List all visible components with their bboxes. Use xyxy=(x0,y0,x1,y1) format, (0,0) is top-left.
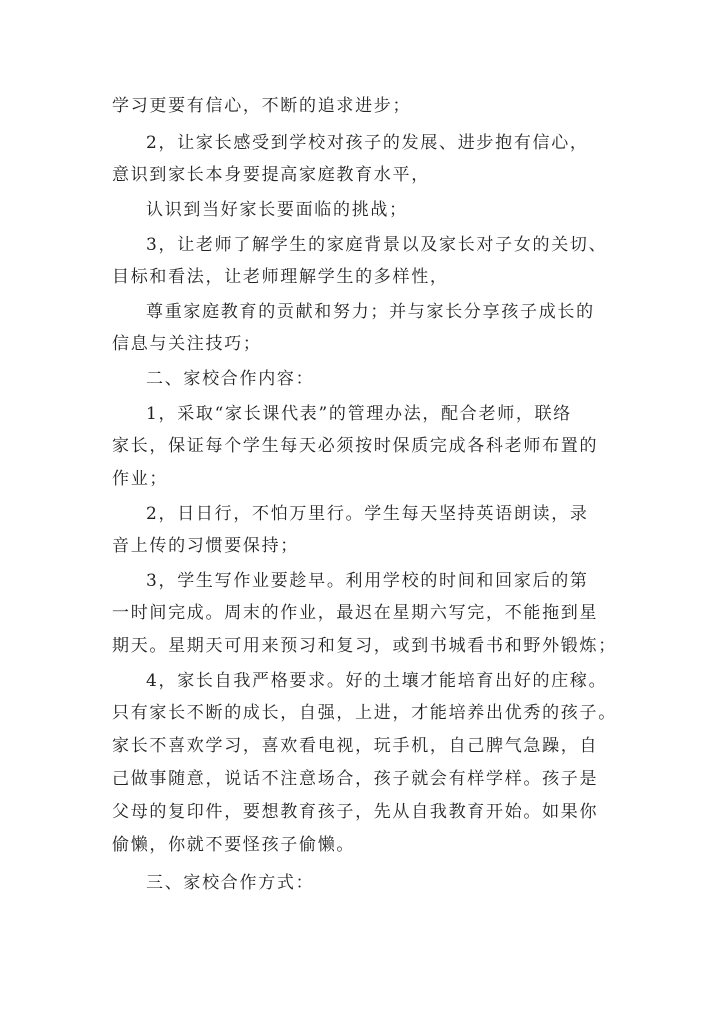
text-line: 1，采取“家长课代表”的管理办法，配合老师，联络 xyxy=(146,404,572,424)
text-line: 2，让家长感受到学校对孩子的发展、进步抱有信心， xyxy=(146,133,589,153)
text-line: 认识到当好家长要面临的挑战； xyxy=(146,200,408,220)
text-line: 目标和看法，让老师理解学生的多样性， xyxy=(112,267,449,287)
text-line: 作业； xyxy=(112,469,169,489)
text-line: 意识到家长本身要提高家庭教育水平， xyxy=(112,165,430,185)
text-line: 期天。星期天可用来预习和复习，或到书城看书和野外锻炼； xyxy=(112,636,617,656)
text-line: 尊重家庭教育的贡献和努力；并与家长分享孩子成长的 xyxy=(146,302,595,322)
text-line: 4，家长自我严格要求。好的土壤才能培育出好的庄稼。 xyxy=(146,671,608,691)
text-line: 3，让老师了解学生的家庭背景以及家长对子女的关切、 xyxy=(146,235,608,255)
text-line: 一时间完成。周末的作业，最迟在星期六写完，不能拖到星 xyxy=(112,603,599,623)
text-line: 学习更要有信心，不断的追求进步； xyxy=(112,96,412,116)
text-line: 家长不喜欢学习，喜欢看电视，玩手机，自己脾气急躁，自 xyxy=(112,736,599,756)
section-heading: 三、家校合作方式： xyxy=(146,873,315,893)
text-line: 信息与关注技巧； xyxy=(112,334,262,354)
text-line: 只有家长不断的成长，自强，上进，才能培养出优秀的孩子。 xyxy=(112,703,617,723)
section-heading: 二、家校合作内容： xyxy=(146,369,315,389)
text-line: 2，日日行，不怕万里行。学生每天坚持英语朗读，录 xyxy=(146,504,589,524)
text-line: 音上传的习惯要保持； xyxy=(112,536,299,556)
text-line: 父母的复印件，要想教育孩子，先从自我教育开始。如果你 xyxy=(112,802,599,822)
text-line: 家长，保证每个学生每天必须按时保质完成各科老师布置的 xyxy=(112,436,599,456)
text-line: 3，学生写作业要趁早。利用学校的时间和回家后的第 xyxy=(146,571,589,591)
text-line: 己做事随意，说话不注意场合，孩子就会有样学样。孩子是 xyxy=(112,769,599,789)
text-line: 偷懒，你就不要怪孩子偷懒。 xyxy=(112,835,356,855)
